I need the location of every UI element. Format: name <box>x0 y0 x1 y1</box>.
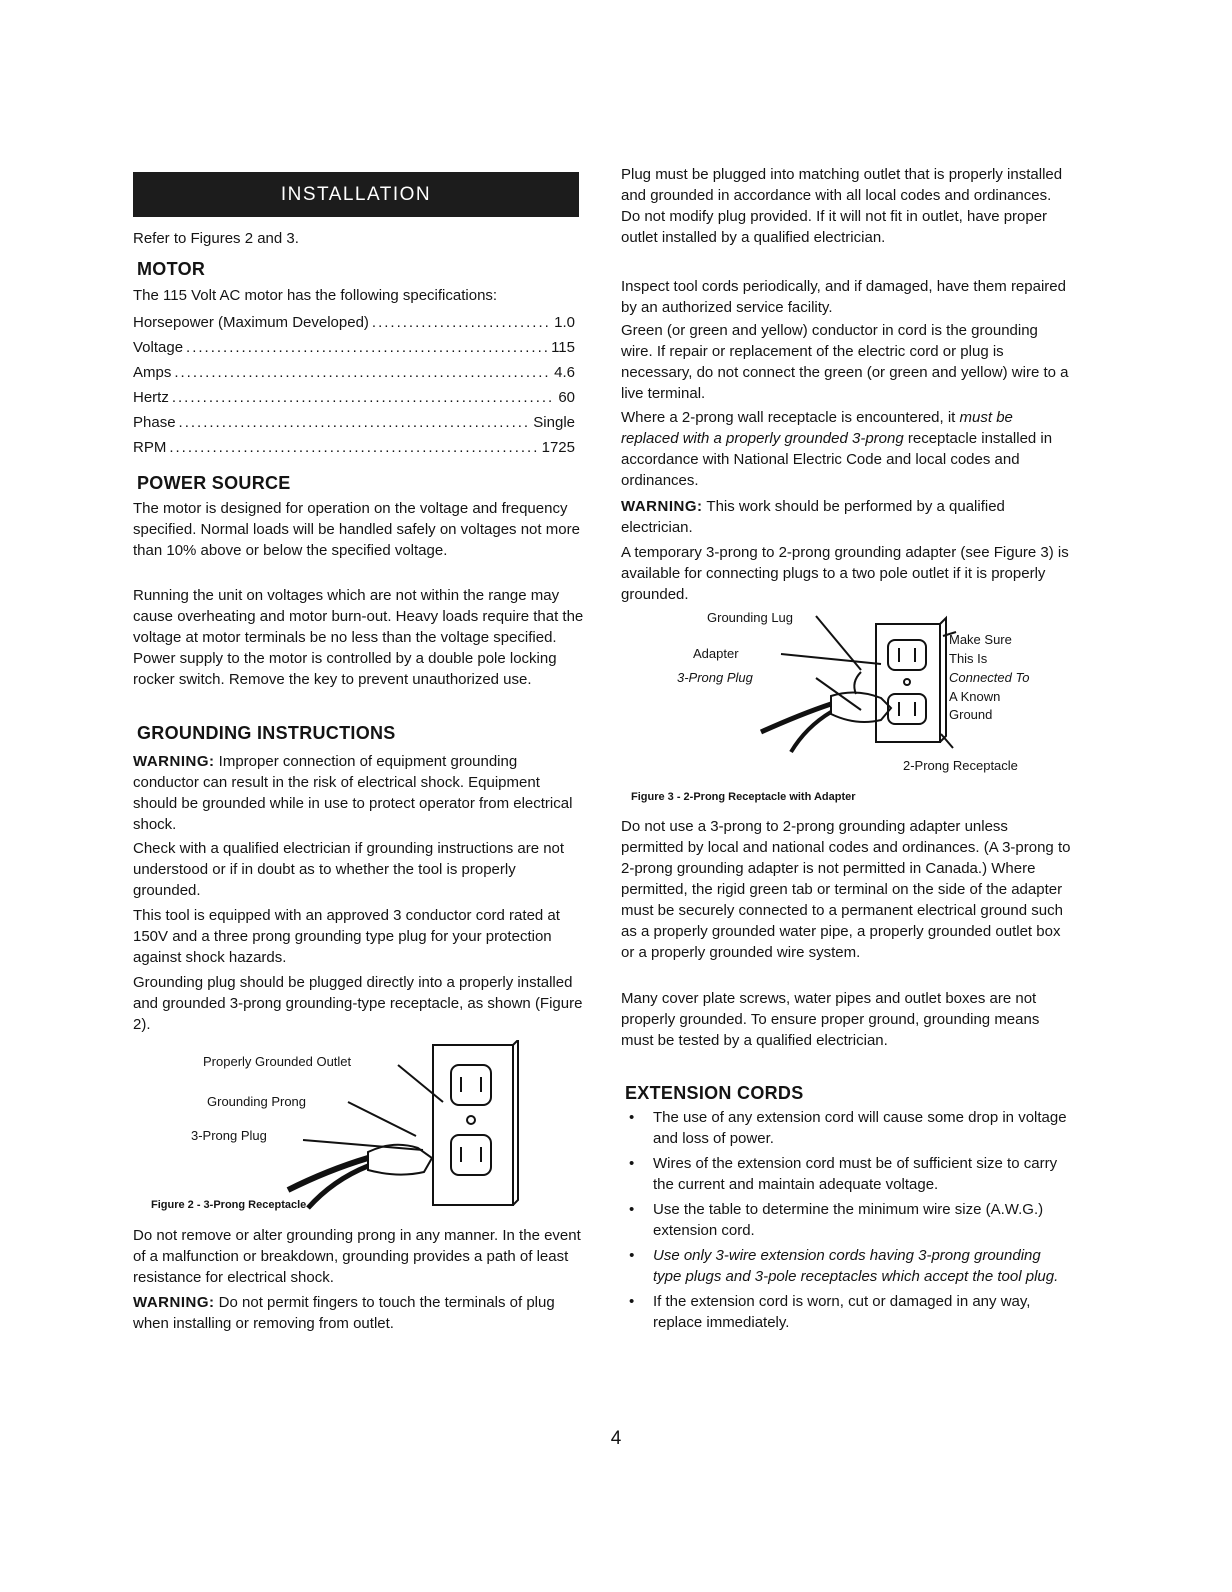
fig2-label-outlet: Properly Grounded Outlet <box>203 1054 352 1069</box>
right-paragraph-7: Do not use a 3-prong to 2-prong grounding adapter unless permitted by local and national codes and ordinances. (A 3-prong to 2-prong grounding adapter is not permitted in Canada.) Where permitted, the rigid green tab or terminal on the side of the adapter must be securely connected to a permanent electrical ground such as a properly grounded water pipe, a properly grounded outlet box or a properly grounded wire system. <box>621 818 1071 961</box>
right-paragraph-warning <box>621 496 1073 538</box>
fig3-label-make-sure: Make Sure <box>949 632 1012 647</box>
refer-text: Refer to Figures 2 and 3. <box>133 230 299 247</box>
spec-label: RPM <box>133 439 167 456</box>
outlet-lower-socket <box>451 1135 491 1175</box>
p4-line-c: receptacle installed in accordance with National Electric Code and local codes and ordinances. <box>621 430 1053 489</box>
grounding-warning-text: Improper connection of equipment grounding conductor can result in the risk of electrical shock. Equipment should be grounded while in use to protect operator from electrical shock. <box>133 753 573 833</box>
figure-3-caption: Figure 3 - 2-Prong Receptacle with Adapter <box>631 791 856 803</box>
list-item: • If the extension cord is worn, cut or damaged in any way, replace immediately. <box>621 1291 1073 1333</box>
warning-label: WARNING: <box>133 1294 215 1311</box>
fig3-label-receptacle: 2-Prong Receptacle <box>903 758 1018 773</box>
power-source-heading: POWER SOURCE <box>137 473 291 493</box>
receptacle-upper-socket <box>888 640 926 670</box>
p4-line-b: must be replaced with a properly grounded 3-prong <box>621 409 1013 447</box>
spec-row <box>133 413 575 433</box>
page-number: 4 <box>610 1428 622 1449</box>
spec-row <box>133 313 575 333</box>
spec-row <box>133 388 575 408</box>
figure-2-caption: Figure 2 - 3-Prong Receptacle <box>151 1199 307 1211</box>
outlet-upper-socket <box>451 1065 491 1105</box>
power-paragraph-2: Running the unit on voltages which are not within the range may cause overheating and motor burn-out. Heavy loads require that the voltage at motor terminals be no less than the voltage specified. Power supply to the motor is controlled by a double pole locking rocker switch. Remove the key to prevent unauthorized use. <box>133 587 584 688</box>
spec-label: Horsepower (Maximum Developed) <box>133 314 369 331</box>
grounding-paragraph-2: Check with a qualified electrician if grounding instructions are not understood or if in doubt as to whether the tool is properly grounded. <box>133 840 565 899</box>
adapter-plug-body <box>831 692 891 722</box>
p4-line-a: Where a 2-prong wall receptacle is encountered, it <box>621 409 956 426</box>
list-item: • Use the table to determine the minimum wire size (A.W.G.) extension cord. <box>621 1199 1073 1241</box>
after-fig2-paragraph-1: Do not remove or alter grounding prong in any manner. In the event of a malfunction or breakdown, grounding provides a path of least resistance for electrical shock. <box>133 1227 581 1286</box>
after-fig2-paragraph-2 <box>133 1292 585 1334</box>
right-paragraph-2: Inspect tool cords periodically, and if damaged, have them repaired by an authorized service facility. <box>621 278 1066 316</box>
fig3-label-known: A Known <box>949 689 1001 704</box>
right-warning-text: This work should be performed by a qualified electrician. <box>621 498 1005 536</box>
spec-value: 1725 <box>541 439 575 456</box>
warning-label: WARNING: <box>621 498 703 515</box>
right-paragraph-6: A temporary 3-prong to 2-prong grounding adapter (see Figure 3) is available for connecting plugs to a two pole outlet if it is properly grounded. <box>621 544 1069 603</box>
right-paragraph-4 <box>621 407 1073 491</box>
extension-cord-list <box>621 1107 1073 1337</box>
fig3-label-this-is: This Is <box>949 651 988 666</box>
spec-label: Amps <box>133 364 172 381</box>
list-item: • Wires of the extension cord must be of sufficient size to carry the current and maintain adequate voltage. <box>621 1153 1073 1195</box>
spec-row <box>133 438 575 458</box>
fig3-label-lug: Grounding Lug <box>707 610 794 625</box>
spec-value: 115 <box>551 339 575 356</box>
fig3-label-plug: 3-Prong Plug <box>677 670 753 685</box>
grounding-paragraph-1 <box>133 751 585 835</box>
spec-label: Hertz <box>133 389 169 406</box>
receptacle-lower-socket <box>888 694 926 724</box>
section-banner: INSTALLATION <box>133 172 579 217</box>
spec-value: 1.0 <box>554 314 575 331</box>
right-paragraph-1: Plug must be plugged into matching outlet that is properly installed and grounded in accordance with all local codes and ordinances. Do not modify plug provided. If it will not fit in outlet, have proper outlet installed by a qualified electrician. <box>621 166 1063 246</box>
spec-value: 60 <box>558 389 575 406</box>
warning-label: WARNING: <box>133 753 215 770</box>
spec-label: Voltage <box>133 339 184 356</box>
spec-value: Single <box>533 414 575 431</box>
spec-label: Phase <box>133 414 176 431</box>
fig2-label-plug: 3-Prong Plug <box>191 1128 267 1143</box>
spec-value: 4.6 <box>554 364 575 381</box>
spec-row <box>133 338 575 358</box>
after-fig2-warning-text: Do not permit fingers to touch the terminals of plug when installing or removing from outlet. <box>133 1294 555 1332</box>
grounding-lug-wire <box>854 672 861 694</box>
power-paragraph-1: The motor is designed for operation on the voltage and frequency specified. Normal loads will be handled safely on voltages not more than 10% above or below the specified voltage. <box>133 500 580 559</box>
extension-cords-heading: EXTENSION CORDS <box>625 1083 804 1103</box>
motor-intro: The 115 Volt AC motor has the following specifications: <box>133 287 498 304</box>
list-item: • Use only 3-wire extension cords having 3-prong grounding type plugs and 3-pole receptacles which accept the tool plug. <box>621 1245 1073 1287</box>
right-paragraph-8: Many cover plate screws, water pipes and outlet boxes are not properly grounded. To ensure proper ground, grounding means must be tested by a qualified electrician. <box>621 990 1040 1049</box>
fig3-label-connected: Connected To <box>949 670 1030 685</box>
fig3-label-ground: Ground <box>949 707 993 722</box>
list-item: • The use of any extension cord will cause some drop in voltage and loss of power. <box>621 1107 1073 1149</box>
fig3-label-adapter: Adapter <box>693 646 739 661</box>
spec-row <box>133 363 575 383</box>
grounding-heading: GROUNDING INSTRUCTIONS <box>137 723 396 743</box>
grounding-paragraph-3: This tool is equipped with an approved 3 conductor cord rated at 150V and a three prong grounding type plug for your protection against shock hazards. <box>133 907 560 966</box>
motor-heading: MOTOR <box>137 259 206 279</box>
grounding-paragraph-4: Grounding plug should be plugged directly into a properly installed and grounded 3-prong grounding-type receptacle, as shown (Figure 2). <box>133 974 583 1033</box>
right-paragraph-3: Green (or green and yellow) conductor in cord is the grounding wire. If repair or replacement of the electric cord or plug is necessary, do not connect the green (or green and yellow) wire to a live terminal. <box>621 322 1069 402</box>
outlet-plate <box>433 1045 513 1205</box>
fig2-label-prong: Grounding Prong <box>207 1094 307 1109</box>
